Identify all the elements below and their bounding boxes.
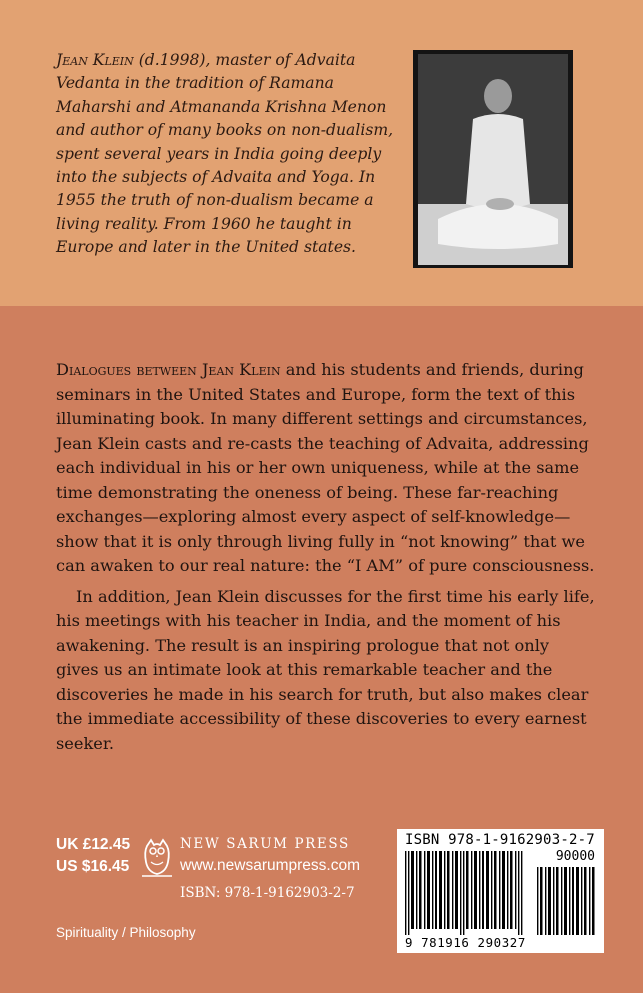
- author-bio: [56, 49, 402, 260]
- author-photo-image: [418, 54, 568, 265]
- description-paragraph-1: [56, 358, 596, 579]
- barcode-addon-bars: [537, 867, 595, 935]
- owl-icon: [140, 836, 174, 878]
- author-bio-text: (d.1998), master of Advaita Vedanta in the tradition of Ramana Maharshi and Atmananda Krishna Menon and author of many books on non-dualism, spent several years in India going deeply into the subjects of Advaita and Yoga. In 1955 the truth of non-dualism became a living reality. From 1960 he taught in Europe and later in the United states.: [56, 51, 394, 257]
- price-us: US $16.45: [56, 858, 130, 875]
- barcode-price-code: 90000: [555, 849, 595, 864]
- description-paragraph-2: In addition, Jean Klein discusses for the first time his early life, his meetings with his teacher in India, and the moment of his awakening. The result is an inspiring prologue that not only gives us an intimate look at this remarkable teacher and the discoveries he made in his search for truth, but also makes clear the immediate accessibility of these discoveries to every earnest seeker.: [56, 586, 595, 753]
- publisher-block: [180, 833, 360, 904]
- price-uk: UK £12.45: [56, 836, 131, 853]
- description-lead: Dialogues between Jean Klein: [56, 360, 281, 379]
- author-name: Jean Klein: [56, 51, 134, 69]
- prices: [56, 834, 130, 878]
- category-label: Spirituality / Philosophy: [56, 925, 196, 940]
- barcode-number: 9 781916 290327: [405, 935, 526, 950]
- publisher-name: NEW SARUM PRESS: [180, 836, 350, 852]
- description-paragraph-1-text: and his students and friends, during seminars in the United States and Europe, form the text of this illuminating book. In many different settings and circumstances, Jean Klein casts and re-casts the teaching of Advaita, addressing each individual in his or her own uniqueness, while at the same time demonstrating the oneness of being. These far-reaching exchanges—exploring almost every aspect of self-knowledge—show that it is only through living fully in “not knowing” that we can awaken to our real nature: the “I AM” of pure consciousness.: [56, 360, 595, 575]
- barcode-isbn: ISBN 978-1-9162903-2-7: [405, 832, 595, 848]
- seated-figure-icon: [418, 54, 568, 265]
- publisher-url[interactable]: www.newsarumpress.com: [180, 857, 361, 874]
- book-description: [56, 358, 596, 756]
- barcode: [397, 829, 604, 953]
- author-photo: [413, 50, 573, 268]
- publisher-isbn: ISBN: 978-1-9162903-2-7: [180, 885, 355, 901]
- barcode-bars: [405, 851, 525, 935]
